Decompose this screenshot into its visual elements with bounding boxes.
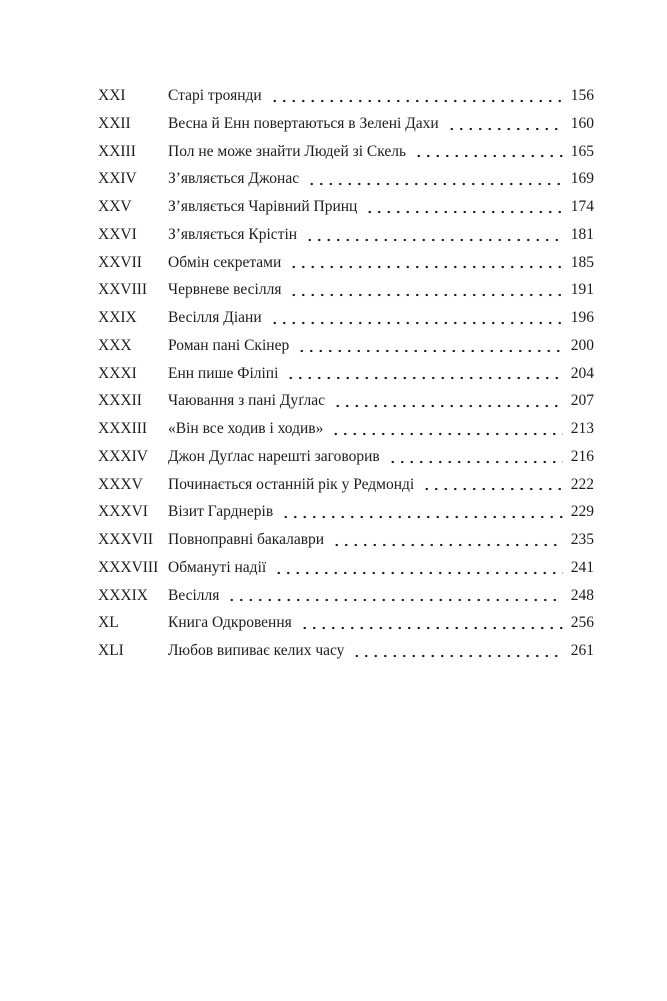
chapter-page: 185: [570, 253, 594, 271]
chapter-title: Чаювання з пані Дуґлас: [168, 392, 326, 410]
toc-entry: [98, 332, 594, 360]
chapter-numeral: XXXIII: [98, 420, 148, 437]
chapter-title: Весна й Енн повертаються в Зелені Дахи: [168, 114, 439, 132]
chapter-title: Пол не може знайти Людей зі Скель: [168, 142, 407, 160]
dot-leader: [278, 498, 563, 526]
chapter-numeral: XXVI: [98, 225, 137, 243]
dot-leader: [385, 443, 563, 471]
chapter-numeral: XXXIV: [98, 447, 148, 465]
chapter-title: Роман пані Скінер: [168, 336, 290, 354]
chapter-page: 256: [570, 614, 594, 632]
chapter-title: Весілля: [168, 586, 220, 604]
dot-leader: [267, 82, 563, 110]
chapter-page: 156: [570, 87, 594, 104]
dot-leader: [349, 637, 563, 665]
toc-entry: [98, 526, 594, 554]
toc-entry: [98, 221, 594, 249]
chapter-numeral: XXVIII: [98, 281, 148, 299]
toc-entry: [98, 471, 594, 499]
dot-leader: [286, 249, 563, 277]
chapter-numeral: XXVII: [98, 253, 142, 271]
dot-leader: [419, 471, 563, 499]
dot-leader: [304, 165, 563, 193]
chapter-page: 235: [570, 531, 594, 548]
chapter-page: 191: [570, 281, 594, 299]
chapter-numeral: XXXI: [98, 364, 137, 382]
dot-leader: [302, 221, 563, 249]
chapter-page: 196: [570, 309, 594, 326]
toc-entry: [98, 82, 594, 110]
dot-leader: [444, 110, 563, 138]
chapter-page: 174: [570, 198, 594, 215]
chapter-numeral: XXX: [98, 336, 132, 354]
chapter-page: 241: [570, 558, 594, 576]
dot-leader: [267, 304, 563, 332]
chapter-title: З’являється Чарівний Принц: [168, 198, 358, 215]
chapter-numeral: XL: [98, 614, 119, 632]
table-of-contents: [98, 82, 594, 665]
chapter-numeral: XLI: [98, 642, 124, 659]
toc-entry: [98, 193, 594, 221]
toc-entry: [98, 637, 594, 665]
toc-entry: [98, 443, 594, 471]
dot-leader: [362, 193, 563, 221]
chapter-numeral: XXXVII: [98, 531, 154, 548]
chapter-title: Джон Дуґлас нарешті заговорив: [168, 447, 380, 465]
toc-entry: [98, 138, 594, 166]
chapter-numeral: XXIX: [98, 309, 137, 326]
chapter-title: Повноправні бакалаври: [168, 531, 325, 548]
chapter-page: 165: [570, 142, 594, 160]
dot-leader: [224, 582, 563, 610]
chapter-title: Старі троянди: [168, 87, 262, 104]
chapter-page: 204: [570, 364, 594, 382]
chapter-page: 181: [570, 225, 594, 243]
chapter-title: Книга Одкровення: [168, 614, 292, 632]
chapter-title: Обмануті надії: [168, 558, 267, 576]
toc-entry: [98, 387, 594, 415]
dot-leader: [286, 276, 563, 304]
chapter-numeral: XXXIX: [98, 586, 148, 604]
chapter-numeral: XXI: [98, 87, 126, 104]
chapter-numeral: XXIII: [98, 142, 136, 160]
dot-leader: [329, 526, 563, 554]
chapter-page: 216: [570, 447, 594, 465]
chapter-title: Любов випиває келих часу: [168, 642, 345, 659]
chapter-page: 169: [570, 170, 594, 188]
chapter-title: З’являється Крістін: [168, 225, 298, 243]
toc-entry: [98, 554, 594, 582]
dot-leader: [271, 554, 563, 582]
chapter-numeral: XXIV: [98, 170, 137, 188]
toc-entry: [98, 360, 594, 388]
toc-entry: [98, 415, 594, 443]
chapter-page: 207: [570, 392, 594, 410]
chapter-page: 213: [570, 420, 594, 437]
toc-entry: [98, 276, 594, 304]
chapter-numeral: XXXVI: [98, 503, 148, 521]
dot-leader: [330, 387, 563, 415]
toc-entry: [98, 609, 594, 637]
dot-leader: [328, 415, 563, 443]
dot-leader: [297, 609, 563, 637]
chapter-numeral: XXII: [98, 114, 131, 132]
toc-entry: [98, 304, 594, 332]
chapter-title: Обмін секретами: [168, 253, 282, 271]
toc-entry: [98, 582, 594, 610]
chapter-page: 200: [570, 336, 594, 354]
dot-leader: [411, 138, 563, 166]
chapter-numeral: XXV: [98, 198, 132, 215]
dot-leader: [283, 360, 563, 388]
chapter-page: 229: [570, 503, 594, 521]
toc-entry: [98, 249, 594, 277]
chapter-title: Енн пише Філіпі: [168, 364, 279, 382]
chapter-title: Весілля Діани: [168, 309, 262, 326]
chapter-title: Червневе весілля: [168, 281, 282, 299]
chapter-numeral: XXXV: [98, 475, 143, 493]
chapter-numeral: XXXVIII: [98, 558, 159, 576]
toc-entry: [98, 110, 594, 138]
chapter-page: 248: [570, 586, 594, 604]
chapter-page: 222: [570, 475, 594, 493]
toc-entry: [98, 498, 594, 526]
toc-entry: [98, 165, 594, 193]
chapter-title: «Він все ходив і ходив»: [168, 420, 324, 437]
chapter-title: З’являється Джонас: [168, 170, 300, 188]
chapter-title: Візит Гарднерів: [168, 503, 274, 521]
chapter-page: 160: [570, 114, 594, 132]
dot-leader: [294, 332, 563, 360]
chapter-title: Починається останній рік у Редмонді: [168, 475, 415, 493]
chapter-page: 261: [570, 642, 594, 659]
chapter-numeral: XXXII: [98, 392, 142, 410]
